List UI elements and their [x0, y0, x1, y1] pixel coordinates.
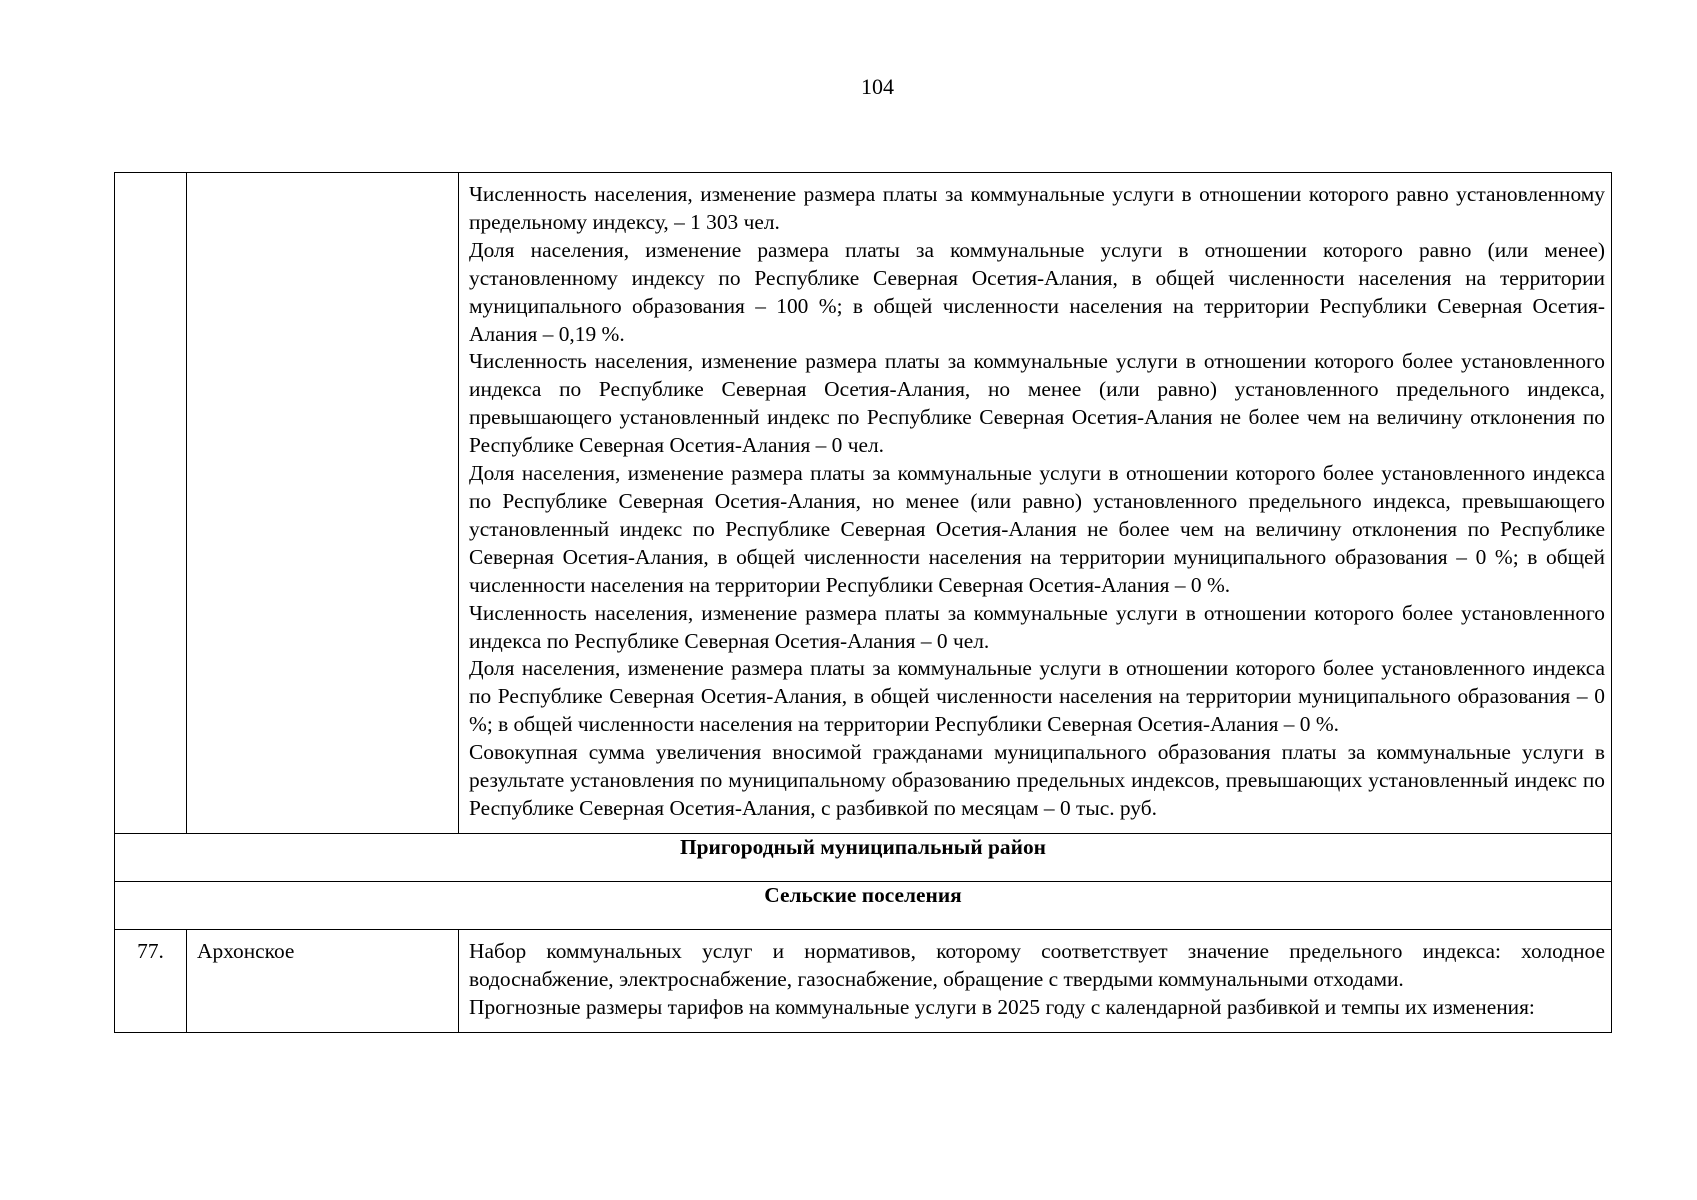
paragraph: Совокупная сумма увеличения вносимой гражданами муниципального образования платы за коммунальные услуги в результате установления по муниципальному образованию предельных индексов, превышающих установленный индекс по Республике Северная Осетия-Алания, с разбивкой по месяцам – 0 тыс. руб. — [469, 740, 1605, 820]
entry-row — [115, 929, 1612, 1032]
paragraph: Набор коммунальных услуг и нормативов, которому соответствует значение предельного индекса: холодное водоснабжение, электроснабжение, газоснабжение, обращение с твердыми коммунальными отходами. — [469, 938, 1605, 991]
entry-description — [459, 929, 1612, 1032]
page-number: 104 — [861, 74, 894, 99]
district-heading: Пригородный муниципальный район — [115, 833, 1612, 881]
continuation-row — [115, 173, 1612, 834]
paragraph: Численность населения, изменение размера платы за коммунальные услуги в отношении которого более установленного индекса по Республике Северная Осетия-Алания – 0 чел. — [469, 600, 1605, 653]
entry-name: Архонское — [187, 929, 459, 1032]
paragraph: Прогнозные размеры тарифов на коммунальные услуги в 2025 году с календарной разбивкой и темпы их изменения: — [469, 994, 1535, 1019]
paragraph: Доля населения, изменение размера платы за коммунальные услуги в отношении которого более установленного индекса по Республике Северная Осетия-Алания, но менее (или равно) установленного предельного индекса, превышающего установленный индекс по Республике Северная Осетия-Алания не более чем на величину отклонения по Республике Северная Осетия-Алания, в общей численности населения на территории муниципального образования – 0 %; в общей численности населения на территории Республики Северная Осетия-Алания – 0 %. — [469, 461, 1605, 597]
document-table — [114, 172, 1612, 1033]
paragraph: Доля населения, изменение размера платы за коммунальные услуги в отношении которого равно (или менее) установленному индексу по Республике Северная Осетия-Алания, в общей численности населения на территории муниципального образования – 100 %; в общей численности населения на территории Республики Северная Осетия-Алания – 0,19 %. — [469, 237, 1605, 346]
description-cell — [459, 173, 1612, 834]
paragraph: Доля населения, изменение размера платы за коммунальные услуги в отношении которого более установленного индекса по Республике Северная Осетия-Алания, в общей численности населения на территории муниципального образования – 0 %; в общей численности населения на территории Республики Северная Осетия-Алания – 0 %. — [469, 656, 1605, 737]
district-heading-row — [115, 833, 1612, 881]
name-cell — [187, 173, 459, 834]
subheading-row — [115, 881, 1612, 929]
paragraph: Численность населения, изменение размера платы за коммунальные услуги в отношении которого равно установленному предельному индексу, – 1 303 чел. — [469, 182, 1605, 234]
settlements-subheading: Сельские поселения — [115, 881, 1612, 929]
paragraph: Численность населения, изменение размера платы за коммунальные услуги в отношении которого более установленного индекса по Республике Северная Осетия-Алания, но менее (или равно) установленного предельного индекса, превышающего установленный индекс по Республике Северная Осетия-Алания не более чем на величину отклонения по Республике Северная Осетия-Алания – 0 чел. — [469, 349, 1605, 458]
number-cell — [115, 173, 187, 834]
entry-number: 77. — [115, 929, 187, 1032]
